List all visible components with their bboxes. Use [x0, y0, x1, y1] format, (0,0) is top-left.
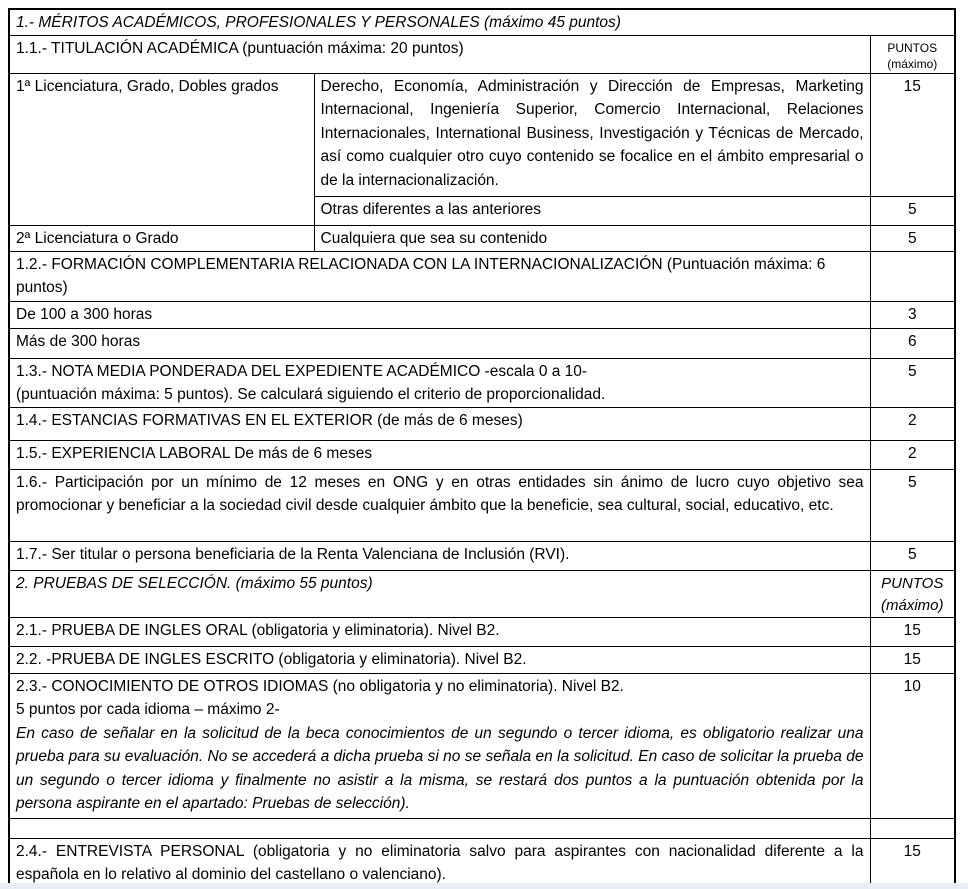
nota-media-points: 5 [870, 358, 955, 407]
rvi-label: 1.7.- Ser titular o persona beneficiaria de la Renta Valenciana de Inclusión (RVI). [9, 541, 870, 570]
otros-idiomas-line2: 5 puntos por cada idioma – máximo 2- [16, 701, 280, 718]
second-degree-points: 5 [870, 225, 955, 251]
points-header-2-line1: PUNTOS [881, 574, 944, 592]
estancias-points: 2 [870, 407, 955, 440]
spacer-row-cell [9, 818, 870, 838]
first-degree-others-label: Otras diferentes a las anteriores [314, 196, 870, 225]
entrevista-label: 2.4.- ENTREVISTA PERSONAL (obligatoria y no eliminatoria salvo para aspirantes con nacionalidad diferente a la española en lo relativo al dominio del castellano o valenciano). [9, 838, 870, 888]
ong-points: 5 [870, 469, 955, 541]
formacion-label: 1.2.- FORMACIÓN COMPLEMENTARIA RELACIONADA CON LA INTERNACIONALIZACIÓN (Puntuación máxima: 6 puntos) [9, 251, 870, 301]
ingles-escrito-label: 2.2. -PRUEBA DE INGLES ESCRITO (obligatoria y eliminatoria). Nivel B2. [9, 646, 870, 673]
formacion-points-empty [870, 251, 955, 301]
ingles-escrito-points: 15 [870, 646, 955, 673]
titulacion-label: 1.1.- TITULACIÓN ACADÉMICA (puntuación máxima: 20 puntos) [9, 35, 870, 73]
bottom-page-strip [0, 883, 968, 889]
first-degree-business-degrees: Derecho, Economía, Administración y Dirección de Empresas, Marketing Internacional, Ingeniería Superior, Comercio Internacional, Relaciones Internacionales, International Business, Investigación y Técnicas de Mercado, así como cualquier otro cuyo contenido se focalice en el ámbito empresarial o de la internacionalización. [314, 73, 870, 196]
formacion-range1-points: 3 [870, 301, 955, 328]
ingles-oral-points: 15 [870, 617, 955, 646]
formacion-range2-label: Más de 300 horas [9, 328, 870, 358]
spacer-row-points [870, 818, 955, 838]
otros-idiomas-cell [9, 673, 870, 818]
ong-label: 1.6.- Participación por un mínimo de 12 meses en ONG y en otras entidades sin ánimo de lucro cuyo objetivo sea promocionar y beneficiar a la sociedad civil desde cualquier ámbito que la beneficie, sea cultural, social, educativo, etc. [9, 469, 870, 541]
formacion-range2-points: 6 [870, 328, 955, 358]
experiencia-label: 1.5.- EXPERIENCIA LABORAL De más de 6 meses [9, 440, 870, 469]
nota-media-line1: 1.3.- NOTA MEDIA PONDERADA DEL EXPEDIENTE ACADÉMICO -escala 0 a 10- [16, 362, 588, 380]
points-header-1-line2: (máximo) [887, 56, 938, 71]
first-degree-business-points: 15 [870, 73, 955, 196]
otros-idiomas-note: En caso de señalar en la solicitud de la beca conocimientos de un segundo o tercer idioma, es obligatorio realizar una prueba para su evaluación. No se accederá a dicha prueba si no se señala en la solicitud. En caso de solicitar la prueba de un segundo o tercer idioma y finalmente no asistir a la misma, se restará dos puntos a la puntuación obtenida por la persona aspirante en el apartado: Pruebas de selección). [16, 724, 864, 812]
formacion-range1-label: De 100 a 300 horas [9, 301, 870, 328]
section1-title: 1.- MÉRITOS ACADÉMICOS, PROFESIONALES Y PERSONALES (máximo 45 puntos) [9, 9, 955, 35]
nota-media-line2: (puntuación máxima: 5 puntos). Se calculará siguiendo el criterio de proporcionalidad. [16, 386, 606, 403]
otros-idiomas-points: 10 [870, 673, 955, 818]
nota-media-label [9, 358, 870, 407]
points-header-1-line1: PUNTOS [887, 40, 938, 55]
second-degree-label: 2ª Licenciatura o Grado [9, 225, 314, 251]
ingles-oral-label: 2.1.- PRUEBA DE INGLES ORAL (obligatoria y eliminatoria). Nivel B2. [9, 617, 870, 646]
entrevista-points: 15 [870, 838, 955, 888]
section2-title: 2. PRUEBAS DE SELECCIÓN. (máximo 55 puntos) [9, 570, 870, 617]
first-degree-others-points: 5 [870, 196, 955, 225]
points-header-1 [870, 35, 955, 73]
rvi-points: 5 [870, 541, 955, 570]
second-degree-content: Cualquiera que sea su contenido [314, 225, 870, 251]
points-header-2 [870, 570, 955, 617]
experiencia-points: 2 [870, 440, 955, 469]
otros-idiomas-line1: 2.3.- CONOCIMIENTO DE OTROS IDIOMAS (no obligatoria y no eliminatoria). Nivel B2. [16, 677, 624, 695]
points-header-2-line2: (máximo) [881, 596, 944, 614]
estancias-label: 1.4.- ESTANCIAS FORMATIVAS EN EL EXTERIOR (de más de 6 meses) [9, 407, 870, 440]
merits-scoring-table [8, 8, 956, 889]
first-degree-label: 1ª Licenciatura, Grado, Dobles grados [9, 73, 314, 225]
